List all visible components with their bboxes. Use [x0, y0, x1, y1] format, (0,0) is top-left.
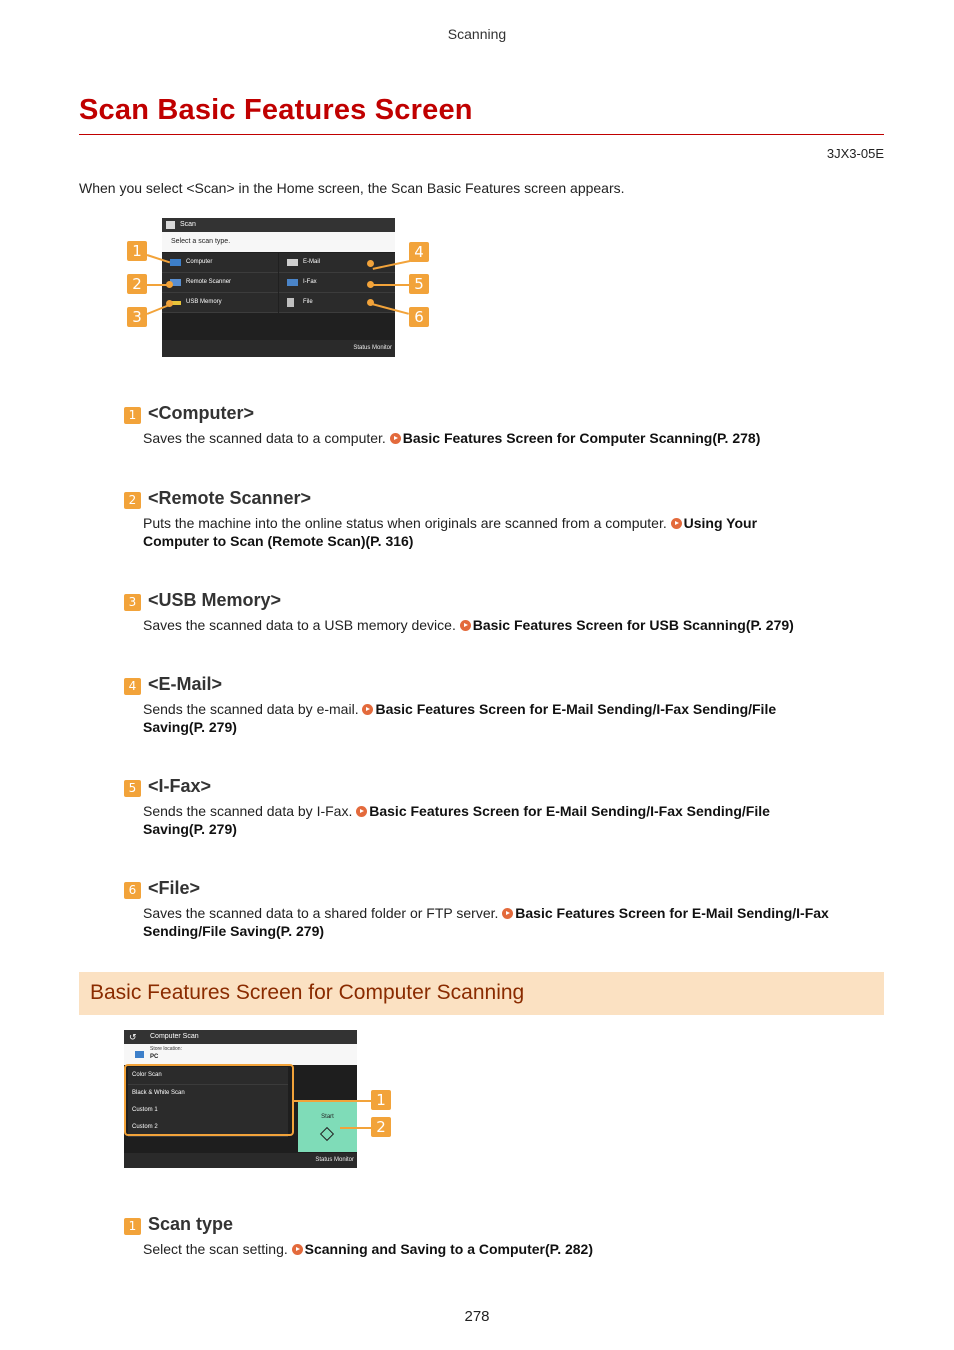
link-arrow-icon: [460, 620, 471, 631]
item-badge-2: 2: [124, 492, 141, 509]
scan-type-remote-scanner[interactable]: Remote Scanner: [162, 273, 278, 293]
link-arrow-icon: [390, 433, 401, 444]
title-rule: [79, 134, 884, 135]
callout-s2-2: 2: [371, 1117, 391, 1137]
section-heading-band: [79, 972, 884, 1015]
computer-icon: [170, 259, 181, 266]
callout-dot-2: [166, 281, 173, 288]
link-file-saving[interactable]: Basic Features Screen for E-Mail Sending/I-Fax: [515, 905, 829, 921]
item-heading-remote-scanner: <Remote Scanner>: [148, 488, 312, 508]
scan-type-custom-2[interactable]: Custom 2: [128, 1119, 288, 1137]
item-desc-scan-type: Select the scan setting. Scanning and Saving to a Computer(P. 282): [143, 1241, 593, 1257]
running-header: Scanning: [447, 26, 507, 42]
callout-dot-5: [367, 281, 374, 288]
screen-bottom-bar: [162, 340, 395, 357]
item-desc-ifax: Sends the scanned data by I-Fax. Basic Features Screen for E-Mail Sending/I-Fax Sending/File Saving(P. 279): [143, 803, 770, 837]
item-badge-5: 5: [124, 780, 141, 797]
page-number: 278: [464, 1308, 490, 1325]
link-ifax-sending-cont[interactable]: Saving(P. 279): [143, 821, 237, 837]
item-heading-usb-memory: <USB Memory>: [148, 590, 282, 610]
back-icon[interactable]: ↺: [129, 1032, 137, 1042]
item-badge-s2-1: 1: [124, 1218, 141, 1235]
link-usb-scanning[interactable]: Basic Features Screen for USB Scanning(P. 279): [472, 617, 794, 633]
callout-line-s2-1: [294, 1100, 371, 1102]
callout-dot-6: [367, 299, 374, 306]
item-heading-computer: <Computer>: [148, 403, 255, 423]
scan-type-custom-1[interactable]: Custom 1: [128, 1102, 288, 1120]
scan-type-highlight: [124, 1064, 294, 1136]
start-label: Start: [321, 1114, 334, 1120]
status-monitor-button[interactable]: Status Monitor: [353, 345, 392, 351]
item-heading-email: <E-Mail>: [148, 674, 223, 694]
item-badge-3: 3: [124, 594, 141, 611]
link-arrow-icon: [356, 806, 367, 817]
link-arrow-icon: [292, 1244, 303, 1255]
callout-s2-1: 1: [371, 1090, 391, 1110]
screen-subtitle: Select a scan type.: [162, 232, 395, 252]
file-icon: [287, 298, 294, 307]
scan-type-black-white[interactable]: Black & White Scan: [128, 1085, 288, 1103]
link-computer-scanning[interactable]: Basic Features Screen for Computer Scanning(P. 278): [402, 430, 761, 446]
item-desc-usb-memory: Saves the scanned data to a USB memory device. Basic Features Screen for USB Scanning(P. 279): [143, 617, 794, 633]
link-remote-scan[interactable]: Using Your: [683, 515, 758, 531]
item-heading-scan-type: Scan type: [148, 1214, 234, 1234]
item-desc-computer: Saves the scanned data to a computer. Basic Features Screen for Computer Scanning(P. 278): [143, 430, 761, 446]
scan-screen-image: [162, 218, 395, 357]
scan-type-ifax[interactable]: I-Fax: [279, 273, 395, 293]
store-location-label: Store location:: [150, 1046, 182, 1052]
item-desc-email: Sends the scanned data by e-mail. Basic Features Screen for E-Mail Sending/I-Fax Sending/File Saving(P. 279): [143, 701, 777, 735]
intro-text: When you select <Scan> in the Home screen, the Scan Basic Features screen appears.: [79, 180, 625, 196]
callout-6: 6: [409, 307, 429, 327]
link-arrow-icon: [502, 908, 513, 919]
link-ifax-sending[interactable]: Basic Features Screen for E-Mail Sending/I-Fax Sending/File: [369, 803, 770, 819]
item-badge-1: 1: [124, 407, 141, 424]
callout-line-s2-2: [340, 1127, 371, 1129]
status-monitor-button[interactable]: Status Monitor: [315, 1157, 354, 1163]
item-desc-file: Saves the scanned data to a shared folder or FTP server. Basic Features Screen for E-Mail Sending/I-Fax Sending/File Saving(P. 279): [143, 905, 829, 939]
link-arrow-icon: [362, 704, 373, 715]
item-desc-remote-scanner: Puts the machine into the online status when originals are scanned from a computer. Using Your Computer to Scan (Remote Scan)(P. 316): [143, 515, 758, 549]
callout-dot-3: [166, 300, 173, 307]
callout-1: 1: [127, 241, 147, 261]
link-email-sending-cont[interactable]: Saving(P. 279): [143, 719, 237, 735]
callout-4: 4: [409, 242, 429, 262]
start-diamond-icon: [320, 1127, 334, 1141]
screen-bottom-bar: [124, 1153, 357, 1168]
screen-titlebar: [124, 1030, 357, 1044]
screen-titlebar: [162, 218, 395, 232]
store-location-info: [124, 1044, 357, 1065]
callout-line-5: [372, 284, 410, 286]
document-id: 3JX3-05E: [826, 146, 884, 161]
scan-type-file[interactable]: File: [279, 293, 395, 313]
pc-icon: [135, 1051, 144, 1058]
link-file-saving-cont[interactable]: Sending/File Saving(P. 279): [143, 923, 325, 939]
item-badge-6: 6: [124, 882, 141, 899]
scan-type-usb-memory[interactable]: USB Memory: [162, 293, 278, 313]
scan-type-computer[interactable]: Computer: [162, 253, 278, 273]
callout-dot-4: [367, 260, 374, 267]
scan-type-email[interactable]: E-Mail: [279, 253, 395, 273]
screen-title: Computer Scan: [150, 1033, 199, 1040]
callout-5: 5: [409, 274, 429, 294]
page-title: Scan Basic Features Screen: [79, 94, 473, 126]
link-remote-scan-cont[interactable]: Computer to Scan (Remote Scan)(P. 316): [143, 533, 414, 549]
callout-3: 3: [127, 307, 147, 327]
ifax-icon: [287, 279, 298, 286]
link-arrow-icon: [671, 518, 682, 529]
callout-2: 2: [127, 274, 147, 294]
link-email-sending[interactable]: Basic Features Screen for E-Mail Sending/I-Fax Sending/File: [375, 701, 777, 717]
item-badge-4: 4: [124, 678, 141, 695]
item-heading-ifax: <I-Fax>: [148, 776, 212, 796]
section-heading: Basic Features Screen for Computer Scanning: [90, 981, 525, 1004]
link-scanning-saving[interactable]: Scanning and Saving to a Computer(P. 282): [304, 1241, 593, 1257]
email-icon: [287, 259, 298, 266]
scan-icon: [166, 221, 175, 229]
screen-title: Scan: [180, 221, 196, 228]
item-heading-file: <File>: [148, 878, 201, 898]
scan-type-color[interactable]: Color Scan: [128, 1067, 288, 1085]
store-location-value: PC: [150, 1054, 159, 1060]
